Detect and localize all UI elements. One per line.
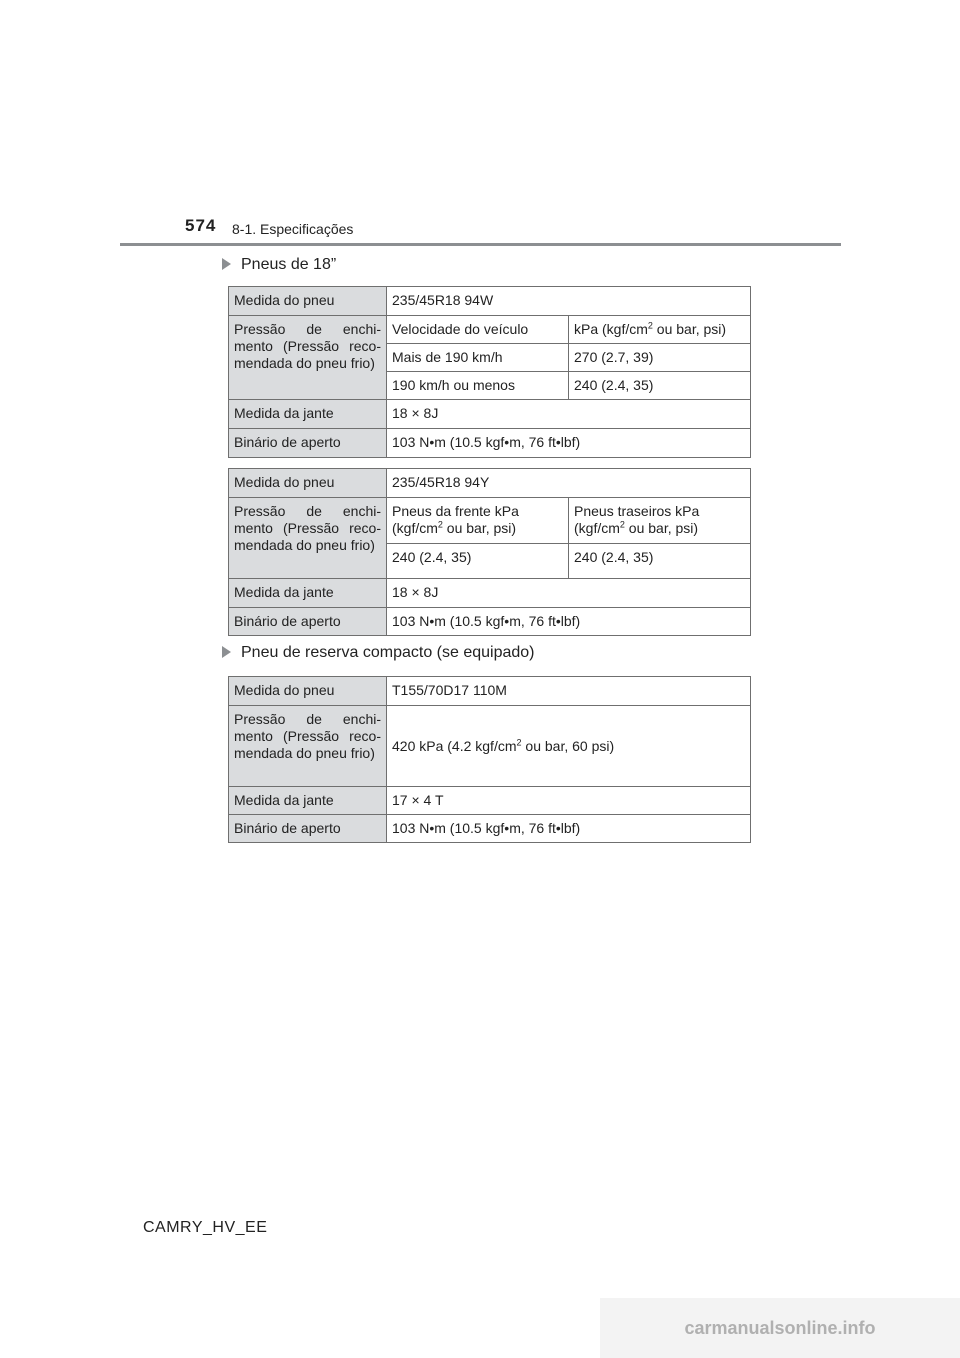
- table-row: [229, 429, 751, 458]
- torque-label: Binário de aperto: [229, 815, 387, 843]
- rim-size-label: Medida da jante: [229, 400, 387, 429]
- tire-size-value: 235/45R18 94W: [387, 287, 751, 316]
- subhead-18-inch-label: Pneus de 18”: [241, 256, 337, 273]
- subhead-compact-spare-label: Pneu de reserva compacto (se equipado): [241, 644, 535, 661]
- page-number: 574: [185, 216, 217, 235]
- table-row: [229, 469, 751, 498]
- rim-size-value: 17 × 4 T: [387, 787, 751, 815]
- rear-pressure-value: 240 (2.4, 35): [569, 544, 751, 579]
- rim-size-label: Medida da jante: [229, 787, 387, 815]
- subhead-18-inch: [222, 256, 336, 274]
- spec-table-94w: [228, 286, 751, 458]
- torque-label: Binário de aperto: [229, 608, 387, 636]
- spec-table-spare: [228, 676, 751, 843]
- table-row: [229, 815, 751, 843]
- table-row: [229, 677, 751, 706]
- model-code-footer: CAMRY_HV_EE: [143, 1219, 268, 1236]
- table-row: [229, 400, 751, 429]
- tire-size-value: 235/45R18 94Y: [387, 469, 751, 498]
- speed-value: Mais de 190 km/h: [387, 344, 569, 372]
- tire-size-label: Medida do pneu: [229, 287, 387, 316]
- header-divider: [120, 243, 841, 246]
- table-row: [229, 787, 751, 815]
- triangle-bullet-icon: [222, 258, 231, 270]
- rim-size-label: Medida da jante: [229, 579, 387, 608]
- speed-value: 190 km/h ou menos: [387, 372, 569, 400]
- section-title: 8-1. Especificações: [232, 221, 354, 237]
- watermark-banner: carmanualsonline.info: [600, 1298, 960, 1358]
- pressure-value: 420 kPa (4.2 kgf/$cm^2$ ou bar, 60 psi): [387, 706, 751, 787]
- rim-size-value: 18 × 8J: [387, 579, 751, 608]
- tire-size-value: T155/70D17 110M: [387, 677, 751, 706]
- table-row: [229, 608, 751, 636]
- table-row: [229, 579, 751, 608]
- rear-tires-header: Pneus traseiros kPa ($kgf/cm^2$ ou bar, psi): [569, 498, 751, 544]
- torque-label: Binário de aperto: [229, 429, 387, 458]
- triangle-bullet-icon: [222, 646, 231, 658]
- front-pressure-value: 240 (2.4, 35): [387, 544, 569, 579]
- front-tires-header: Pneus da frente kPa ($kgf/cm^2$ ou bar, psi): [387, 498, 569, 544]
- inflation-pressure-label: Pressão de enchi-mento (Pressão reco-mendada do pneu frio): [229, 498, 387, 579]
- pressure-header: kPa ($kgf/cm^2$ ou bar, psi): [569, 316, 751, 344]
- table-row: [229, 316, 751, 344]
- torque-value: 103 N•m (10.5 kgf•m, 76 ft•lbf): [387, 429, 751, 458]
- inflation-pressure-label: Pressão de enchi-mento (Pressão reco-mendada do pneu frio): [229, 316, 387, 400]
- spec-table-94y: [228, 468, 751, 636]
- table-row: [229, 498, 751, 544]
- torque-value: 103 N•m (10.5 kgf•m, 76 ft•lbf): [387, 608, 751, 636]
- rim-size-value: 18 × 8J: [387, 400, 751, 429]
- tire-size-label: Medida do pneu: [229, 469, 387, 498]
- torque-value: 103 N•m (10.5 kgf•m, 76 ft•lbf): [387, 815, 751, 843]
- tire-size-label: Medida do pneu: [229, 677, 387, 706]
- inflation-pressure-label: Pressão de enchi-mento (Pressão reco-mendada do pneu frio): [229, 706, 387, 787]
- subhead-compact-spare: [222, 644, 535, 662]
- table-row: [229, 706, 751, 787]
- speed-header: Velocidade do veículo: [387, 316, 569, 344]
- pressure-value: 240 (2.4, 35): [569, 372, 751, 400]
- table-row: [229, 287, 751, 316]
- pressure-value: 270 (2.7, 39): [569, 344, 751, 372]
